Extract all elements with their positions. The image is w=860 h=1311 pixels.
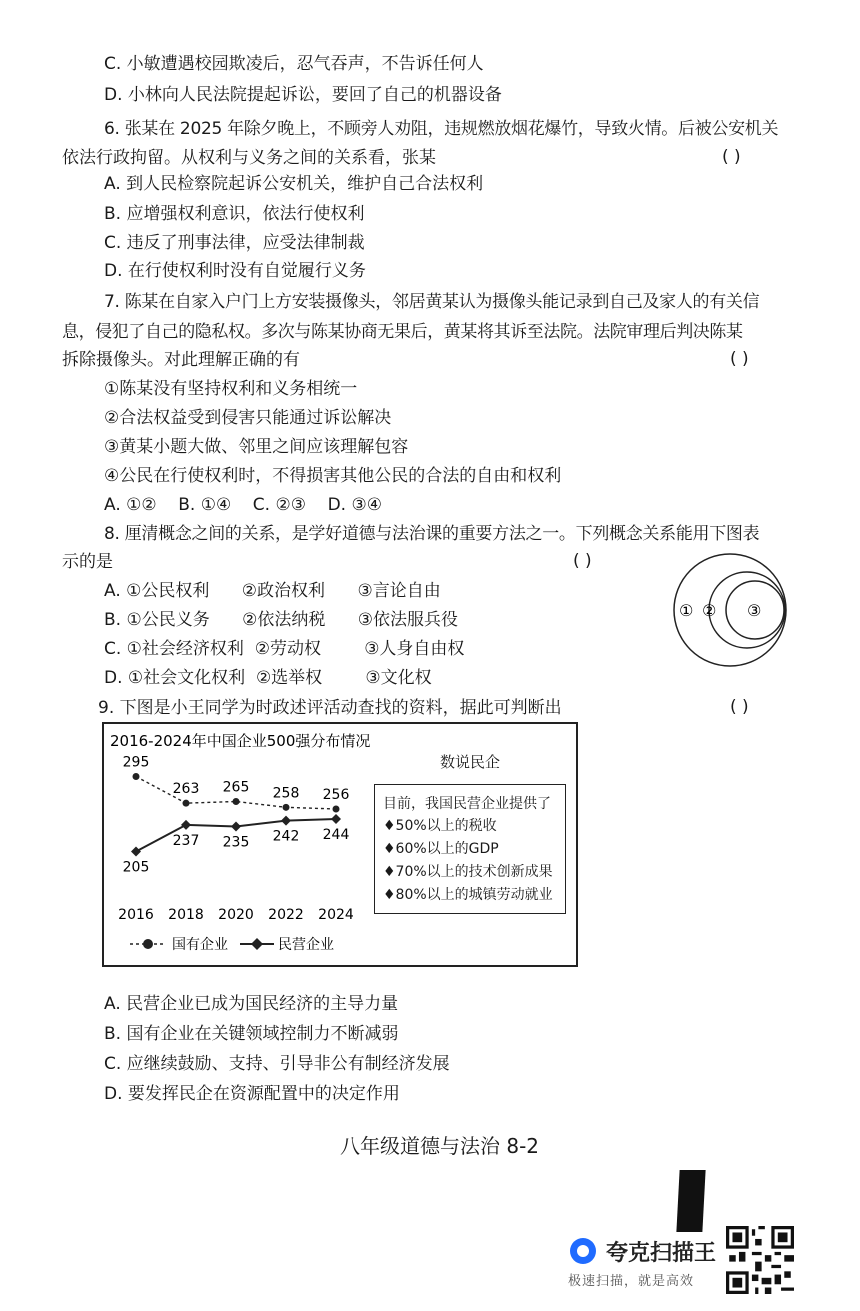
data-point-private-2018 xyxy=(181,820,191,830)
page-footer-title: 八年级道德与法治 8-2 xyxy=(340,1134,540,1158)
chart-title: 2016-2024年中国企业500强分布情况 xyxy=(110,732,371,750)
legend-label-state: 国有企业 xyxy=(172,937,228,953)
option-8d: D. ①社会文化权利 ②选举权 ③文化权 xyxy=(104,668,432,688)
answer-paren-9: ( ) xyxy=(730,697,749,717)
data-point-state-2016 xyxy=(133,773,140,780)
quark-logo-icon xyxy=(570,1238,596,1264)
legend-label-private: 民营企业 xyxy=(278,937,334,953)
option-8c: C. ①社会经济权利 ②劳动权 ③人身自由权 xyxy=(104,639,465,659)
option-9b: B. 国有企业在关键领域控制力不断减弱 xyxy=(104,1024,399,1044)
data-point-private-2020 xyxy=(231,822,241,832)
data-label-private-2024: 244 xyxy=(322,827,350,843)
question-6-stem: 6. 张某在 2025 年除夕晚上，不顾旁人劝阻，违规燃放烟花爆竹，导致火情。后被公安机关 xyxy=(104,119,779,139)
option-9a: A. 民营企业已成为国民经济的主导力量 xyxy=(104,994,399,1014)
x-tick-2024: 2024 xyxy=(318,907,354,923)
x-tick-2016: 2016 xyxy=(118,907,154,923)
info-item-employment: ♦80%以上的城镇劳动就业 xyxy=(383,887,553,903)
venn-label-2: ② xyxy=(702,601,717,620)
question-7-stem: 7. 陈某在自家入户门上方安装摄像头，邻居黄某认为摄像头能记录到自己及家人的有关信 xyxy=(104,292,760,312)
info-box xyxy=(374,753,566,914)
options-7: A. ①② B. ①④ C. ②③ D. ③④ xyxy=(104,495,382,515)
data-label-state-2022: 258 xyxy=(272,785,300,802)
statement-7-1: ①陈某没有坚持权利和义务相统一 xyxy=(104,379,358,399)
data-label-state-2024: 256 xyxy=(322,787,350,803)
data-point-state-2022 xyxy=(283,804,290,811)
question-6-stem-cont: 依法行政拘留。从权利与义务之间的关系看，张某 xyxy=(62,148,436,168)
info-item-innovation: ♦70%以上的技术创新成果 xyxy=(383,864,553,880)
data-label-state-2020: 265 xyxy=(222,779,250,796)
info-box-intro: 目前，我国民营企业提供了 xyxy=(383,796,551,812)
data-point-private-2024 xyxy=(331,814,341,824)
statement-7-4: ④公民在行使权利时，不得损害其他公民的合法的自由和权利 xyxy=(104,466,562,486)
option-9d: D. 要发挥民企在资源配置中的决定作用 xyxy=(104,1084,400,1104)
option-6a: A. 到人民检察院起诉公安机关，维护自己合法权利 xyxy=(104,174,484,194)
data-label-private-2020: 235 xyxy=(222,834,250,851)
data-point-state-2020 xyxy=(233,798,240,805)
data-label-private-2022: 242 xyxy=(272,828,300,845)
statement-7-3: ③黄某小题大做、邻里之间应该理解包容 xyxy=(104,437,409,457)
data-point-private-2022 xyxy=(281,816,291,826)
option-6b: B. 应增强权利意识，依法行使权利 xyxy=(104,204,365,224)
data-point-private-2016 xyxy=(131,847,141,857)
statement-7-2: ②合法权益受到侵害只能通过诉讼解决 xyxy=(104,408,392,428)
material-chart-box xyxy=(102,722,578,967)
option-8b: B. ①公民义务 ②依法纳税 ③依法服兵役 xyxy=(104,610,459,630)
data-point-state-2018 xyxy=(183,800,190,807)
option-6d: D. 在行使权利时没有自觉履行义务 xyxy=(104,261,366,281)
qr-code-icon xyxy=(726,1226,794,1294)
scan-black-mark xyxy=(676,1170,705,1232)
concept-venn-diagram xyxy=(665,553,795,668)
option-5c: C. 小敏遭遇校园欺凌后，忍气吞声，不告诉任何人 xyxy=(104,54,484,74)
question-7-stem-end: 拆除摄像头。对此理解正确的有 xyxy=(62,350,300,370)
data-label-state-2016: 295 xyxy=(122,754,150,771)
option-8a: A. ①公民权利 ②政治权利 ③言论自由 xyxy=(104,581,441,601)
x-tick-2020: 2020 xyxy=(218,907,254,923)
answer-paren-8: ( ) xyxy=(573,551,592,571)
legend-marker-private xyxy=(251,938,263,950)
x-tick-2022: 2022 xyxy=(268,907,304,923)
info-box-heading: 数说民企 xyxy=(439,753,500,771)
data-label-private-2018: 237 xyxy=(172,832,200,849)
option-5d: D. 小林向人民法院提起诉讼，要回了自己的机器设备 xyxy=(104,85,502,105)
x-tick-2018: 2018 xyxy=(168,907,204,923)
answer-paren-7: ( ) xyxy=(730,349,749,369)
answer-paren-6: ( ) xyxy=(722,147,741,167)
question-8-stem: 8. 厘清概念之间的关系，是学好道德与法治课的重要方法之一。下列概念关系能用下图表 xyxy=(104,524,760,544)
question-9-stem: 9. 下图是小王同学为时政述评活动查找的资料，据此可判断出 xyxy=(98,698,562,718)
venn-label-3: ③ xyxy=(747,601,762,620)
data-label-state-2018: 263 xyxy=(172,781,200,798)
info-item-gdp: ♦60%以上的GDP xyxy=(383,841,499,857)
option-6c: C. 违反了刑事法律，应受法律制裁 xyxy=(104,233,365,253)
data-label-private-2016: 205 xyxy=(122,859,150,876)
data-point-state-2024 xyxy=(333,806,340,813)
legend-marker-state xyxy=(143,939,153,949)
venn-label-1: ① xyxy=(679,601,694,620)
brand-slogan: 极速扫描，就是高效 xyxy=(568,1274,695,1289)
info-item-tax: ♦50%以上的税收 xyxy=(383,818,497,834)
option-9c: C. 应继续鼓励、支持、引导非公有制经济发展 xyxy=(104,1054,450,1074)
question-7-stem-cont: 息，侵犯了自己的隐私权。多次与陈某协商无果后，黄某将其诉至法院。法院审理后判决陈某 xyxy=(62,322,743,342)
brand-name: 夸克扫描王 xyxy=(606,1241,717,1266)
question-8-stem-cont: 示的是 xyxy=(62,552,113,572)
